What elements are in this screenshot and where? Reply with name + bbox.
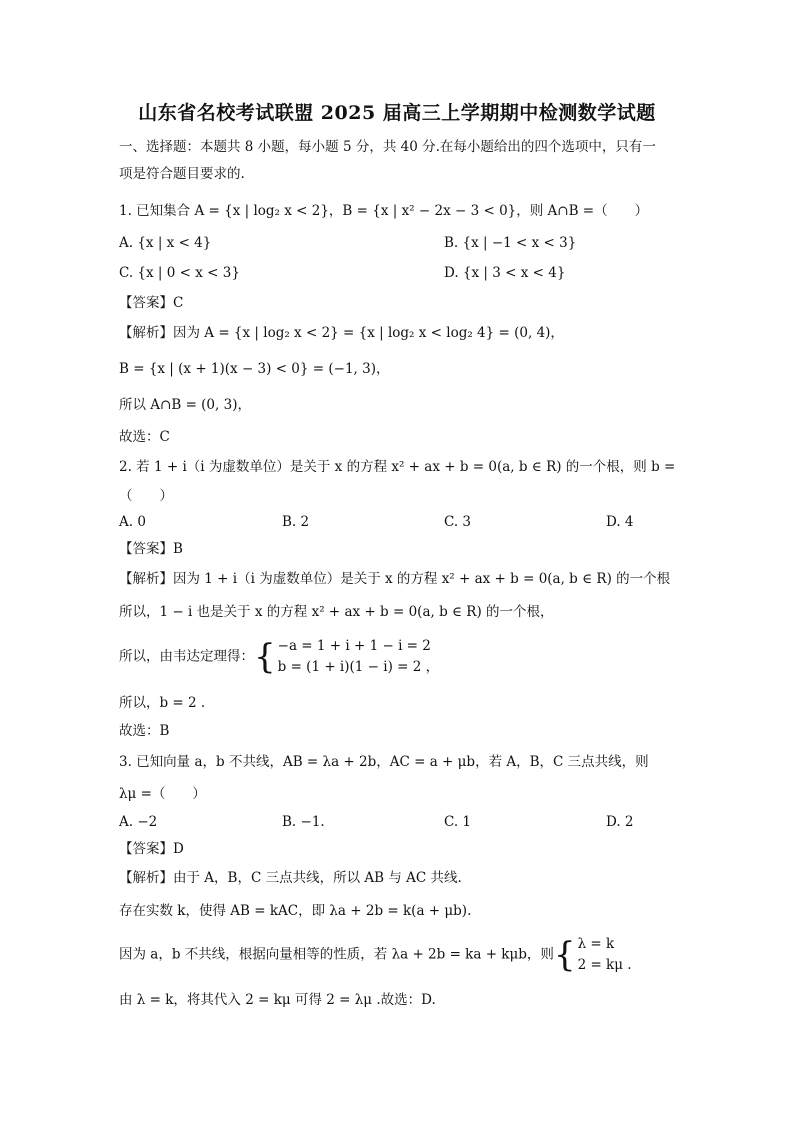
q2-equation-system <box>278 636 439 678</box>
q2-equation-row-1: −a = 1 + i + 1 − i = 2 <box>277 638 431 654</box>
q3-explanation-4: 由 λ = k，将其代入 2 = kμ 可得 2 = λμ .故选：D. <box>119 992 436 1008</box>
q2-option-c: C. 3 <box>444 514 472 530</box>
q3-stem-2: λμ =（ ） <box>119 786 206 802</box>
q1-option-c: C. {x | 0 < x < 3} <box>119 265 240 281</box>
q3-option-b: B. −1. <box>282 814 325 830</box>
q1-option-a: A. {x | x < 4} <box>119 235 212 251</box>
q1-explanation-1: 【解析】因为 A = {x | log₂ x < 2} = {x | log₂ x < log₂ 4} = (0, 4)， <box>119 325 564 341</box>
section-instruction-line2: 项是符合题目要求的. <box>119 166 245 182</box>
q1-answer: 【答案】C <box>119 295 184 311</box>
q3-option-a: A. −2 <box>119 814 158 830</box>
brace-symbol: { <box>553 935 576 975</box>
q2-answer: 【答案】B <box>119 541 183 557</box>
q1-option-d: D. {x | 3 < x < 4} <box>444 265 566 281</box>
brace-symbol: { <box>254 637 276 677</box>
q1-option-b: B. {x | −1 < x < 3} <box>444 235 577 251</box>
page-title: 山东省名校考试联盟 2025 届高三上学期期中检测数学试题 <box>138 102 656 124</box>
q2-option-d: D. 4 <box>606 514 634 530</box>
q2-paren: （ ） <box>119 488 173 504</box>
q3-equation-row-2: 2 = kμ . <box>577 957 632 973</box>
q2-option-b: B. 2 <box>282 514 310 530</box>
q1-stem: 1. 已知集合 A = {x | log₂ x < 2}，B = {x | x² − 2x − 3 < 0}，则 A∩B =（ ） <box>119 203 649 219</box>
q3-option-d: D. 2 <box>606 814 634 830</box>
q2-explanation-3 <box>119 636 439 678</box>
q3-equality-text: 因为 a，b 不共线，根据向量相等的性质，若 λa + 2b = ka + kμb，则 <box>119 946 554 963</box>
q3-stem-1: 3. 已知向量 a，b 不共线，AB = λa + 2b，AC = a + μb，若 A，B，C 三点共线，则 <box>119 754 649 770</box>
q3-equation-row-1: λ = k <box>577 936 615 952</box>
q2-vieta-label: 所以，由韦达定理得： <box>119 648 254 665</box>
q2-explanation-4: 所以，b = 2 . <box>119 695 206 711</box>
q3-explanation-2: 存在实数 k，使得 AB = kAC，即 λa + 2b = k(a + μb). <box>119 903 472 919</box>
q3-explanation-1: 【解析】由于 A，B，C 三点共线，所以 AB 与 AC 共线. <box>119 870 462 886</box>
section-instruction-line1: 一、选择题：本题共 8 小题，每小题 5 分，共 40 分.在每小题给出的四个选项中，只有一 <box>119 139 656 155</box>
q3-equation-system <box>578 934 632 976</box>
q2-choose: 故选：B <box>119 723 170 739</box>
q2-equation-row-2: b = (1 + i)(1 − i) = 2 ， <box>277 659 440 675</box>
q2-explanation-2: 所以，1 − i 也是关于 x 的方程 x² + ax + b = 0(a, b ∈ R) 的一个根， <box>119 604 554 620</box>
q1-explanation-3: 所以 A∩B = (0, 3)， <box>119 397 251 413</box>
q2-option-a: A. 0 <box>119 514 146 530</box>
q3-answer: 【答案】D <box>119 841 184 857</box>
q1-choose: 故选：C <box>119 429 170 445</box>
q3-explanation-3 <box>119 934 632 976</box>
q2-explanation-1: 【解析】因为 1 + i（i 为虚数单位）是关于 x 的方程 x² + ax + b = 0(a, b ∈ R) 的一个根 <box>119 571 671 587</box>
q2-stem: 2. 若 1 + i（i 为虚数单位）是关于 x 的方程 x² + ax + b = 0(a, b ∈ R) 的一个根，则 b = <box>119 459 676 475</box>
q1-explanation-2: B = {x | (x + 1)(x − 3) < 0} = (−1, 3)， <box>119 361 390 377</box>
q3-option-c: C. 1 <box>444 814 472 830</box>
